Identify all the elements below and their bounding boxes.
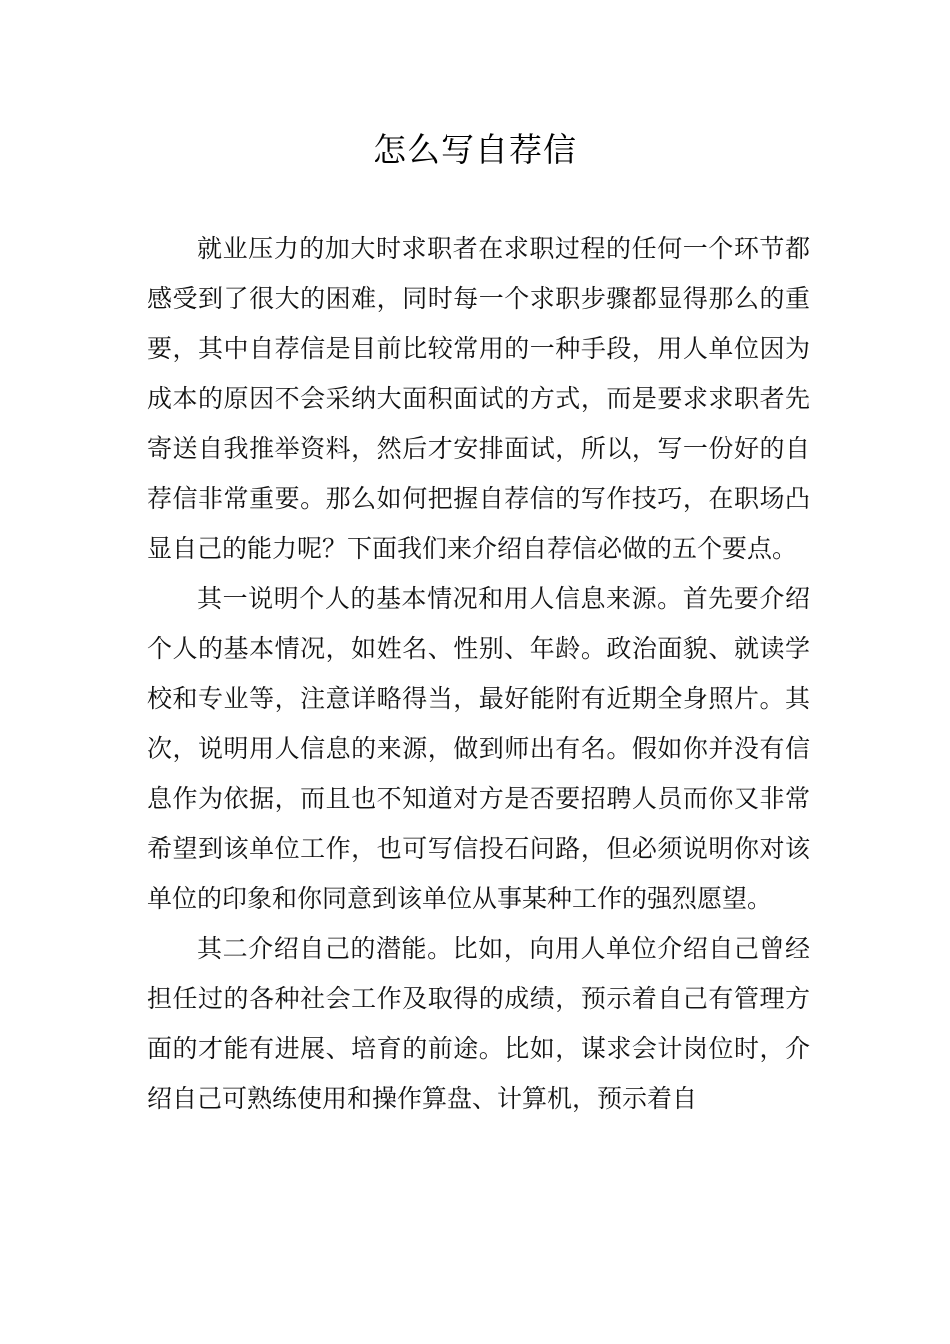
paragraph-point-two: 其二介绍自己的潜能。比如，向用人单位介绍自己曾经担任过的各种社会工作及取得的成绩，预示着自己有管理方面的才能有进展、培育的前途。比如，谋求会计岗位时，介绍自己可熟练使用和操作算盘、计算机，预示着自 [147,934,810,1113]
document-body [147,224,810,1124]
paragraph-point-one: 其一说明个人的基本情况和用人信息来源。首先要介绍个人的基本情况，如姓名、性别、年龄。政治面貌、就读学校和专业等，注意详略得当，最好能附有近期全身照片。其次，说明用人信息的来源，做到师出有名。假如你并没有信息作为依据，而且也不知道对方是否要招聘人员而你又非常希望到该单位工作，也可写信投石问路，但必须说明你对该单位的印象和你同意到该单位从事某种工作的强烈愿望。 [147,584,810,913]
paragraph-intro: 就业压力的加大时求职者在求职过程的任何一个环节都感受到了很大的困难，同时每一个求职步骤都显得那么的重要，其中自荐信是目前比较常用的一种手段，用人单位因为成本的原因不会采纳大面积面试的方式，而是要求求职者先寄送自我推举资料，然后才安排面试，所以，写一份好的自荐信非常重要。那么如何把握自荐信的写作技巧，在职场凸显自己的能力呢？下面我们来介绍自荐信必做的五个要点。 [147,234,810,563]
document-title: 怎么写自荐信 [373,130,577,169]
